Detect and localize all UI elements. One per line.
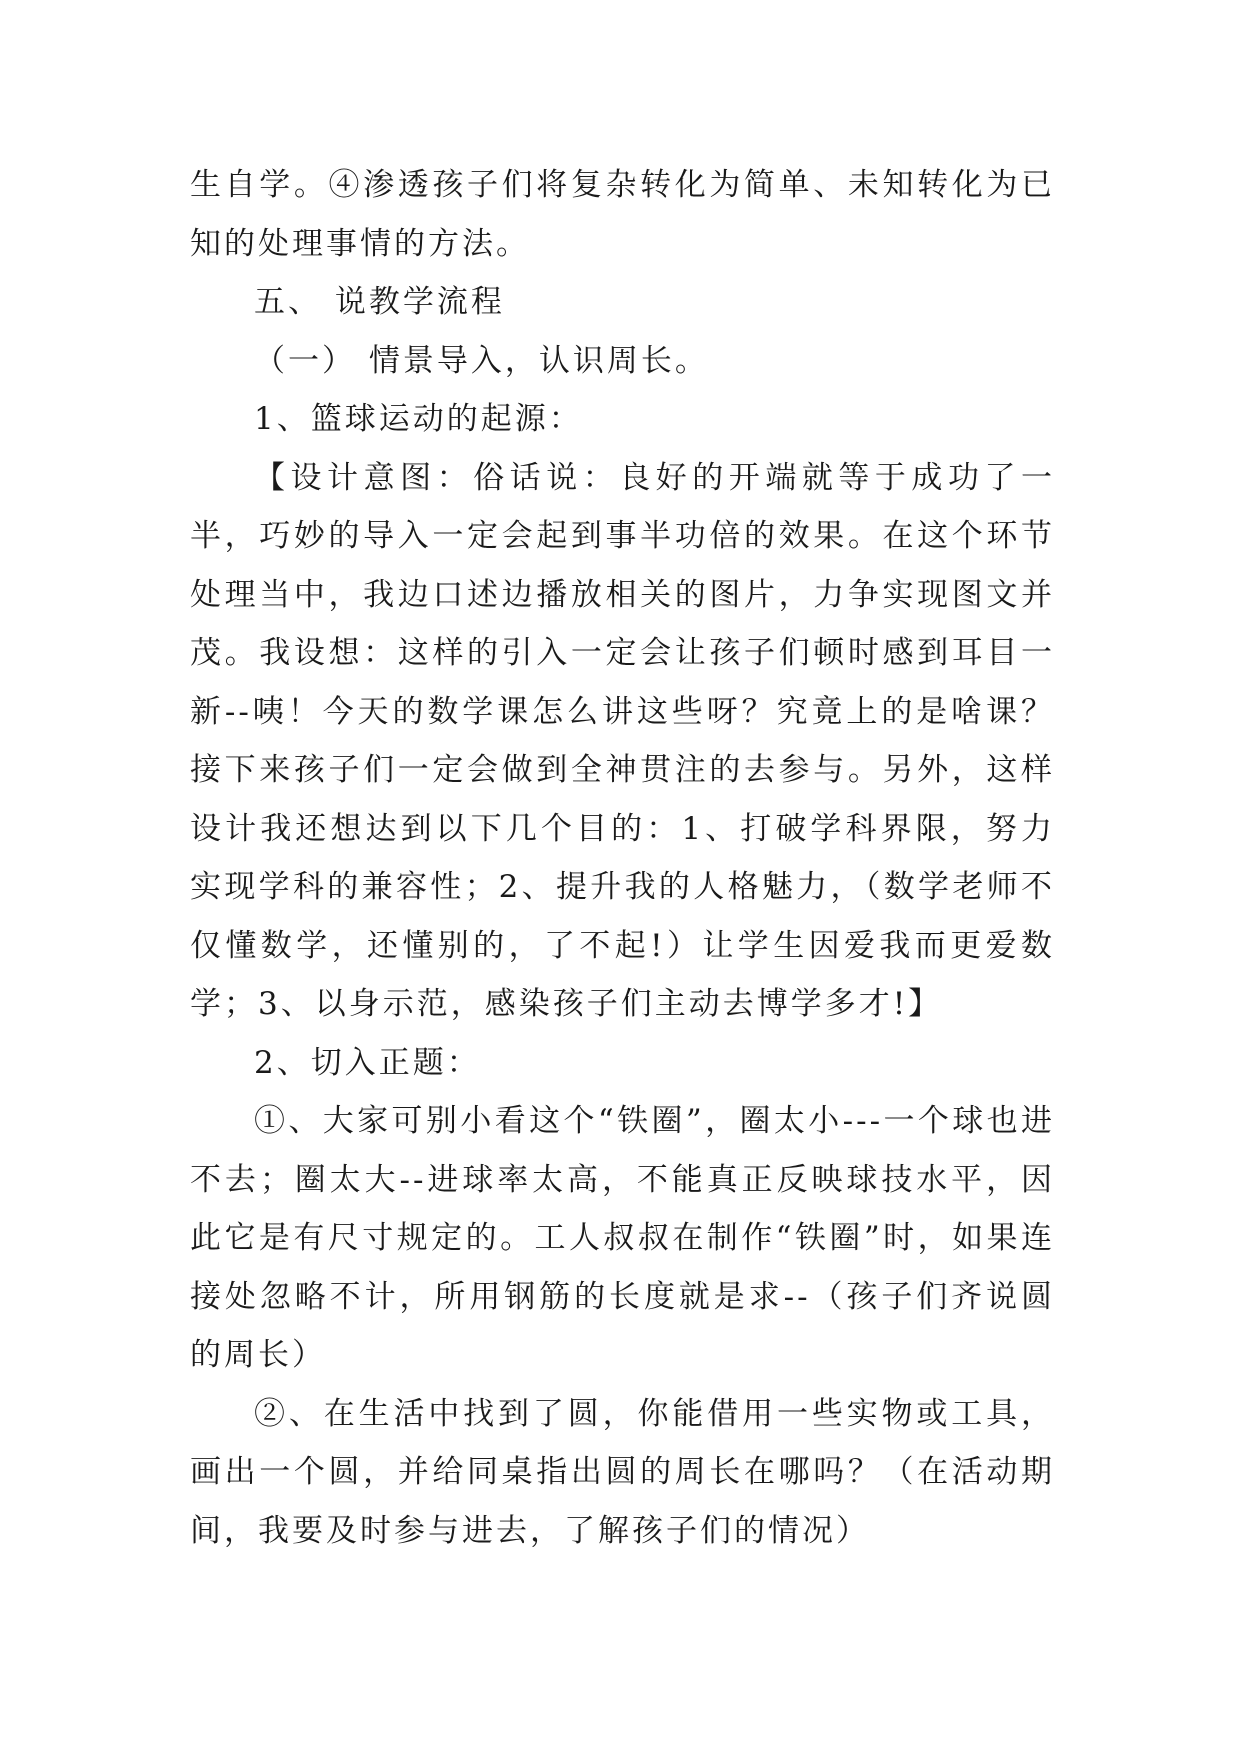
paragraph: ②、在生活中找到了圆，你能借用一些实物或工具，画出一个圆，并给同桌指出圆的周长在哪吗？（在活动期间，我要及时参与进去，了解孩子们的情况） — [190, 1395, 1055, 1549]
paragraph: ①、大家可别小看这个“铁圈”，圈太小---一个球也进不去；圈太大--进球率太高，不能真正反映球技水平，因此它是有尺寸规定的。工人叔叔在制作“铁圈”时，如果连接处忽略不计，所用钢筋的长度就是求--（孩子们齐说圆的周长） — [190, 1103, 1055, 1373]
document-body — [190, 156, 1055, 1560]
design-intent-paragraph: 【设计意图：俗话说：良好的开端就等于成功了一半，巧妙的导入一定会起到事半功倍的效果。在这个环节处理当中，我边口述边播放相关的图片，力争实现图文并茂。我设想：这样的引入一定会让孩子们顿时感到耳目一新--咦！今天的数学课怎么讲这些呀？究竟上的是啥课？接下来孩子们一定会做到全神贯注的去参与。另外，这样设计我还想达到以下几个目的：1、打破学科界限，努力实现学科的兼容性；2、提升我的人格魅力，（数学老师不仅懂数学，还懂别的，了不起!）让学生因爱我而更爱数学；3、以身示范，感染孩子们主动去博学多才!】 — [190, 459, 1055, 1022]
item-heading: 2、切入正题： — [254, 1044, 481, 1081]
section-heading: 五、 说教学流程 — [254, 284, 505, 320]
item-heading: 1、篮球运动的起源： — [254, 401, 583, 437]
paragraph-continuation: 生自学。④渗透孩子们将复杂转化为简单、未知转化为已知的处理事情的方法。 — [190, 167, 1055, 262]
subsection-heading: （一） 情景导入，认识周长。 — [254, 342, 709, 379]
